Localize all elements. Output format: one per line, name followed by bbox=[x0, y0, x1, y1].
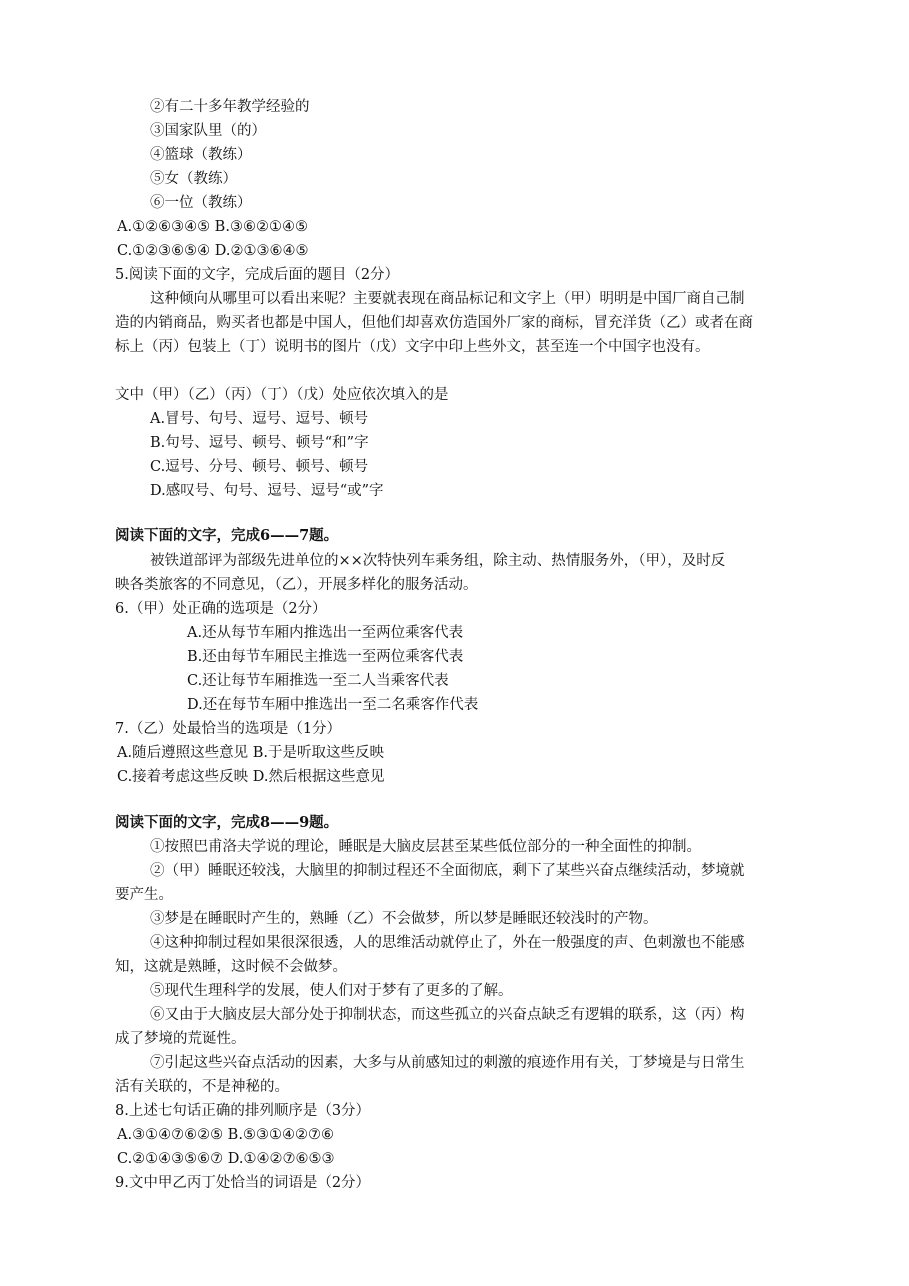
sentence-line: 成了梦境的荒诞性。 bbox=[115, 1031, 246, 1047]
sentence-line: 知，这就是熟睡，这时候不会做梦。 bbox=[115, 959, 347, 975]
q5-option: C.逗号、分号、顿号、顿号、顿号 bbox=[150, 459, 369, 475]
q5-option: B.句号、逗号、顿号、顿号“和”字 bbox=[150, 435, 369, 451]
q6-option: A.还从每节车厢内推选出一至两位乘客代表 bbox=[187, 625, 464, 641]
q5-passage-line: 造的内销商品，购买者也都是中国人，但他们却喜欢仿造国外厂家的商标，冒充洋货（乙）或者在商 bbox=[115, 315, 753, 331]
q8-option-row: C.②①④③⑤⑥⑦ D.①④②⑦⑥⑤③ bbox=[117, 1151, 335, 1167]
q4-option-row: C.①②③⑥⑤④ D.②①③⑥④⑤ bbox=[117, 243, 309, 259]
q6-option: B.还由每节车厢民主推选一至两位乘客代表 bbox=[187, 649, 464, 665]
sentence-line: ②（甲）睡眠还较浅，大脑里的抑制过程还不全面彻底，剩下了某些兴奋点继续活动，梦境就 bbox=[150, 863, 745, 879]
sentence-line: ⑥又由于大脑皮层大部分处于抑制状态，而这些孤立的兴奋点缺乏有逻辑的联系，这（丙）构 bbox=[150, 1007, 745, 1023]
section-heading-8-9: 阅读下面的文字，完成8——9题。 bbox=[115, 814, 339, 831]
q4-item: ⑤女（教练） bbox=[150, 171, 237, 187]
q8-stem: 8.上述七句话正确的排列顺序是（3分） bbox=[115, 1103, 371, 1119]
q6-option: C.还让每节车厢推选一至二人当乘客代表 bbox=[187, 673, 449, 689]
q9-stem: 9.文中甲乙丙丁处恰当的词语是（2分） bbox=[115, 1175, 371, 1191]
q5-passage-line: 这种倾向从哪里可以看出来呢？主要就表现在商品标记和文字上（甲）明明是中国厂商自己制 bbox=[150, 291, 745, 307]
section-heading-6-7: 阅读下面的文字，完成6——7题。 bbox=[115, 527, 339, 544]
q6-stem: 6.（甲）处正确的选项是（2分） bbox=[115, 601, 327, 617]
q5-question: 文中（甲）（乙）（丙）（丁）（戊）处应依次填入的是 bbox=[115, 387, 449, 403]
passage-6-7-line: 映各类旅客的不同意见，（乙），开展多样化的服务活动。 bbox=[115, 577, 478, 593]
q4-item: ②有二十多年教学经验的 bbox=[150, 99, 310, 115]
q5-stem: 5.阅读下面的文字，完成后面的题目（2分） bbox=[115, 267, 400, 283]
q4-item: ④篮球（教练） bbox=[150, 147, 252, 163]
sentence-line: ③梦是在睡眠时产生的，熟睡（乙）不会做梦，所以梦是睡眠还较浅时的产物。 bbox=[150, 911, 658, 927]
q4-item: ③国家队里（的） bbox=[150, 123, 266, 139]
q5-option: D.感叹号、句号、逗号、逗号“或”字 bbox=[150, 483, 384, 499]
sentence-line: 要产生。 bbox=[115, 887, 173, 903]
q8-option-row: A.③①④⑦⑥②⑤ B.⑤③①④②⑦⑥ bbox=[117, 1127, 334, 1143]
sentence-line: ⑦引起这些兴奋点活动的因素，大多与从前感知过的刺激的痕迹作用有关，丁梦境是与日常生 bbox=[150, 1055, 745, 1071]
q5-option: A.冒号、句号、逗号、逗号、顿号 bbox=[150, 411, 369, 427]
sentence-line: ④这种抑制过程如果很深很透，人的思维活动就停止了，外在一般强度的声、色刺激也不能感 bbox=[150, 935, 745, 951]
q4-item: ⑥一位（教练） bbox=[150, 195, 252, 211]
q7-option-row: A.随后遵照这些意见 B.于是听取这些反映 bbox=[117, 745, 384, 761]
q5-passage-line: 标上（丙）包装上（丁）说明书的图片（戊）文字中印上些外文，甚至连一个中国字也没有。 bbox=[115, 339, 710, 355]
q4-option-row: A.①②⑥③④⑤ B.③⑥②①④⑤ bbox=[117, 219, 308, 235]
q6-option: D.还在每节车厢中推选出一至二名乘客作代表 bbox=[187, 697, 479, 713]
sentence-line: ①按照巴甫洛夫学说的理论，睡眠是大脑皮层甚至某些低位部分的一种全面性的抑制。 bbox=[150, 839, 701, 855]
q7-option-row: C.接着考虑这些反映 D.然后根据这些意见 bbox=[117, 769, 385, 785]
sentence-line: 活有关联的，不是神秘的。 bbox=[115, 1079, 289, 1095]
passage-6-7-line: 被铁道部评为部级先进单位的××次特快列车乘务组，除主动、热情服务外，（甲），及时反 bbox=[150, 553, 726, 569]
sentence-line: ⑤现代生理科学的发展，使人们对于梦有了更多的了解。 bbox=[150, 983, 513, 999]
q7-stem: 7.（乙）处最恰当的选项是（1分） bbox=[115, 721, 342, 737]
